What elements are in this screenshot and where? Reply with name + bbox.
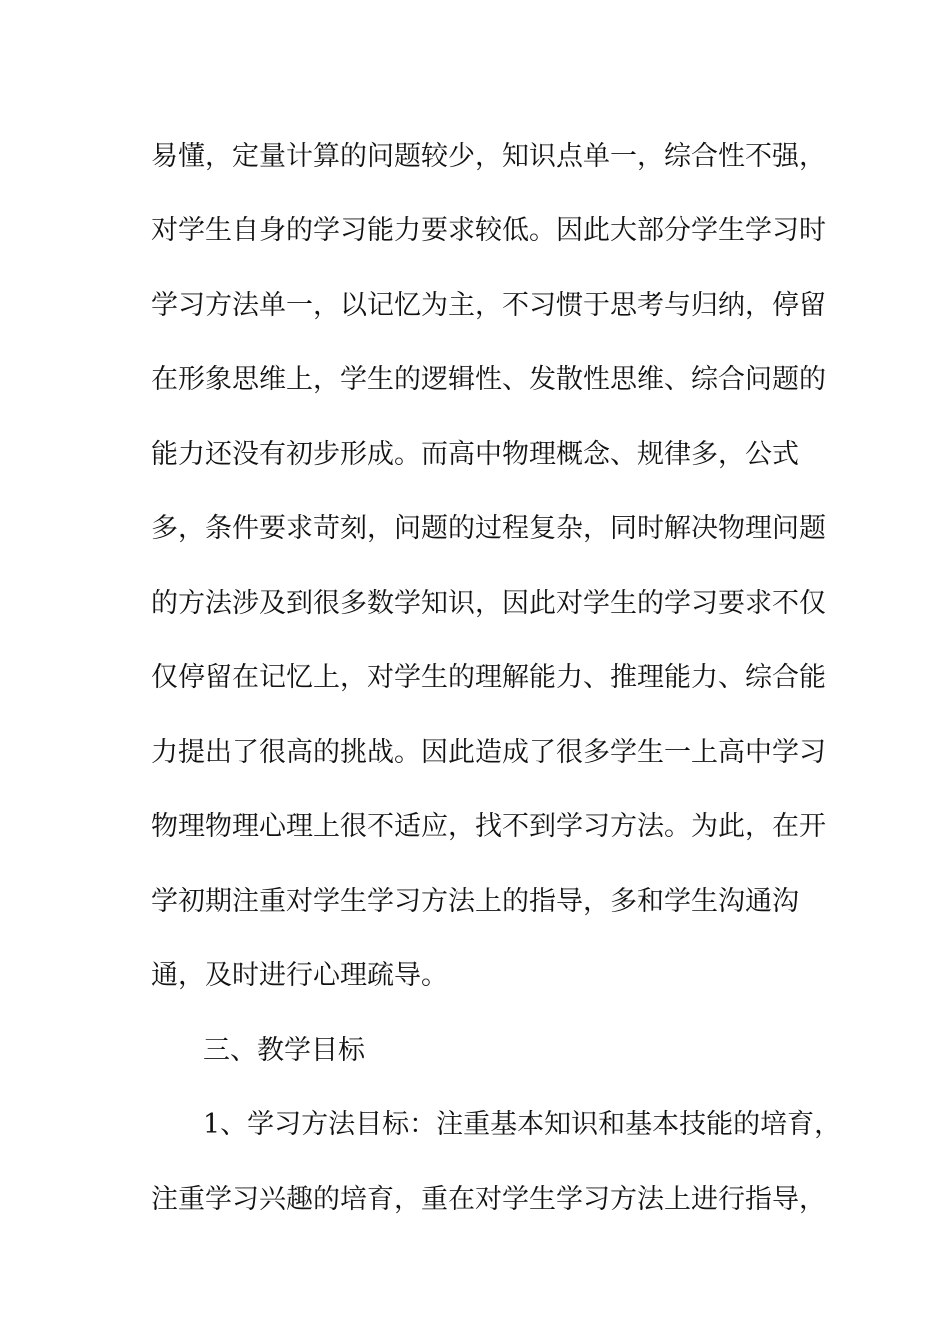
paragraph-line: 易懂，定量计算的问题较少，知识点单一，综合性不强， [151,141,826,172]
goal-item-line: 1、学习方法目标：注重基本知识和基本技能的培育， [203,1109,842,1140]
paragraph-line: 学初期注重对学生学习方法上的指导，多和学生沟通沟 [151,886,799,917]
paragraph-line: 在形象思维上，学生的逻辑性、发散性思维、综合问题的 [151,364,826,395]
paragraph-line: 多，条件要求苛刻，问题的过程复杂，同时解决物理问题 [151,513,826,544]
section-heading: 三、教学目标 [203,1035,365,1066]
paragraph-line: 仅停留在记忆上，对学生的理解能力、推理能力、综合能 [151,662,826,693]
paragraph-line: 物理物理心理上很不适应，找不到学习方法。为此，在开 [151,811,826,842]
paragraph-line: 力提出了很高的挑战。因此造成了很多学生一上高中学习 [151,737,826,768]
paragraph-line: 通，及时进行心理疏导。 [151,960,448,991]
paragraph-line: 对学生自身的学习能力要求较低。因此大部分学生学习时 [151,215,826,246]
goal-item-line: 注重学习兴趣的培育，重在对学生学习方法上进行指导， [151,1184,826,1215]
paragraph-line: 的方法涉及到很多数学知识，因此对学生的学习要求不仅 [151,588,826,619]
paragraph-line: 学习方法单一，以记忆为主，不习惯于思考与归纳，停留 [151,290,826,321]
paragraph-line: 能力还没有初步形成。而高中物理概念、规律多，公式 [151,439,799,470]
